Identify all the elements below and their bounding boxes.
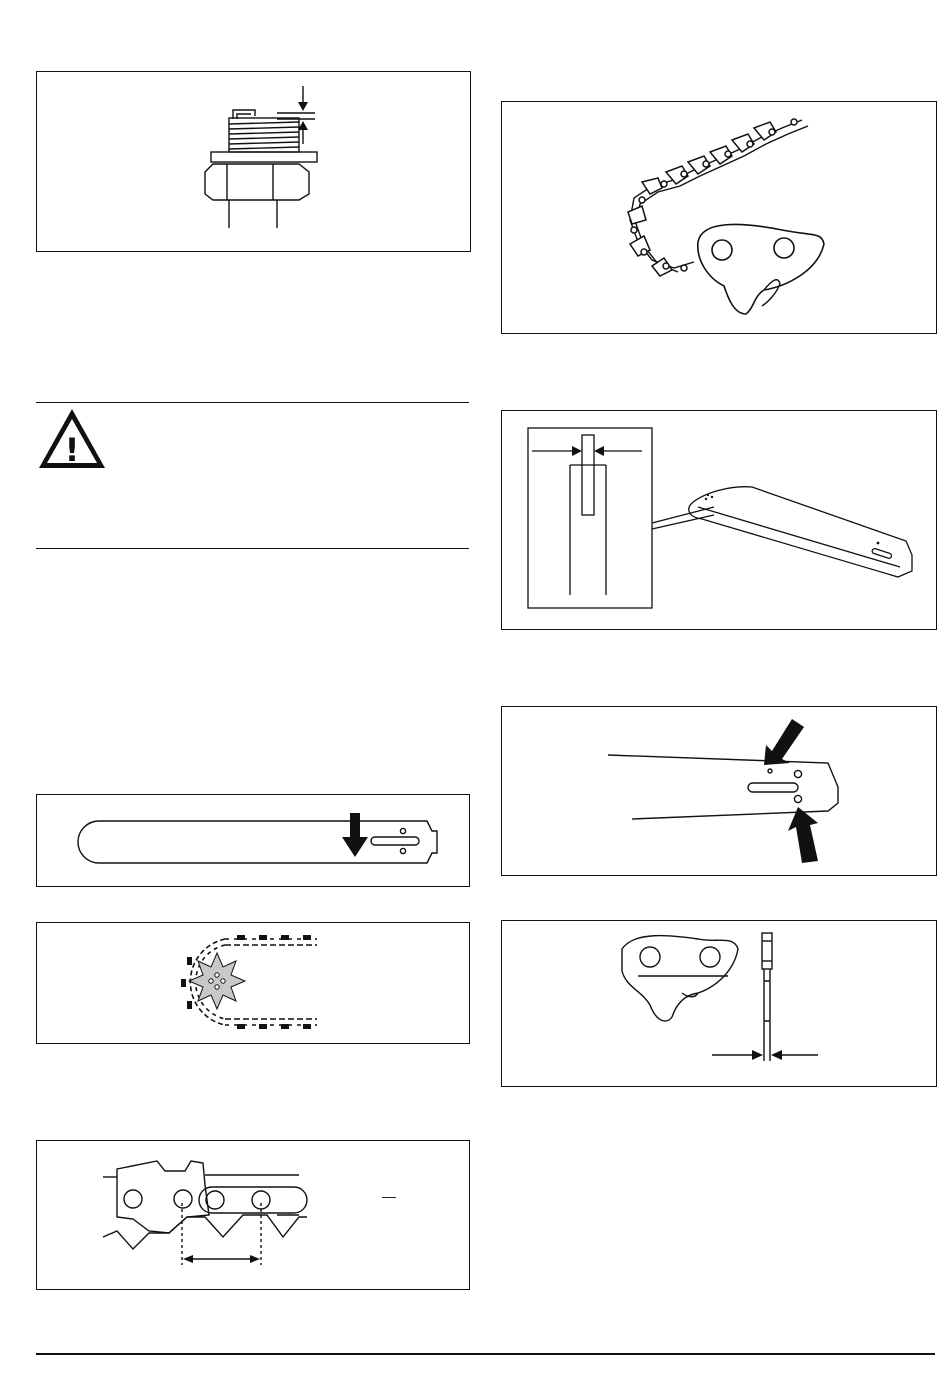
figure-bar-groove-width <box>501 410 937 630</box>
figure-drive-link-gauge <box>501 920 937 1087</box>
figure-chain-pitch <box>36 1140 470 1290</box>
svg-text:!: ! <box>64 431 80 469</box>
figure-spark-plug-gap <box>36 71 471 252</box>
warning-bottom-rule <box>36 548 469 549</box>
guide-bar-groove-icon <box>502 411 938 631</box>
spark-plug-icon <box>37 72 472 253</box>
guide-bar-arrow-icon <box>37 795 471 888</box>
figure-bar-lubrication-holes <box>501 706 937 876</box>
saw-chain-icon <box>502 102 938 335</box>
warning-top-rule <box>36 402 469 403</box>
drive-link-gauge-icon <box>502 921 938 1088</box>
pitch-fraction-bar: — <box>382 1188 396 1204</box>
figure-saw-chain <box>501 101 937 334</box>
figure-chain-drive-sprocket <box>36 922 470 1044</box>
guide-bar-holes-icon <box>502 707 938 877</box>
warning-triangle-icon <box>36 406 108 477</box>
figure-guide-bar-direction <box>36 794 470 887</box>
footer-rule <box>36 1353 935 1355</box>
chain-pitch-icon <box>37 1141 471 1291</box>
sprocket-icon <box>37 923 471 1045</box>
